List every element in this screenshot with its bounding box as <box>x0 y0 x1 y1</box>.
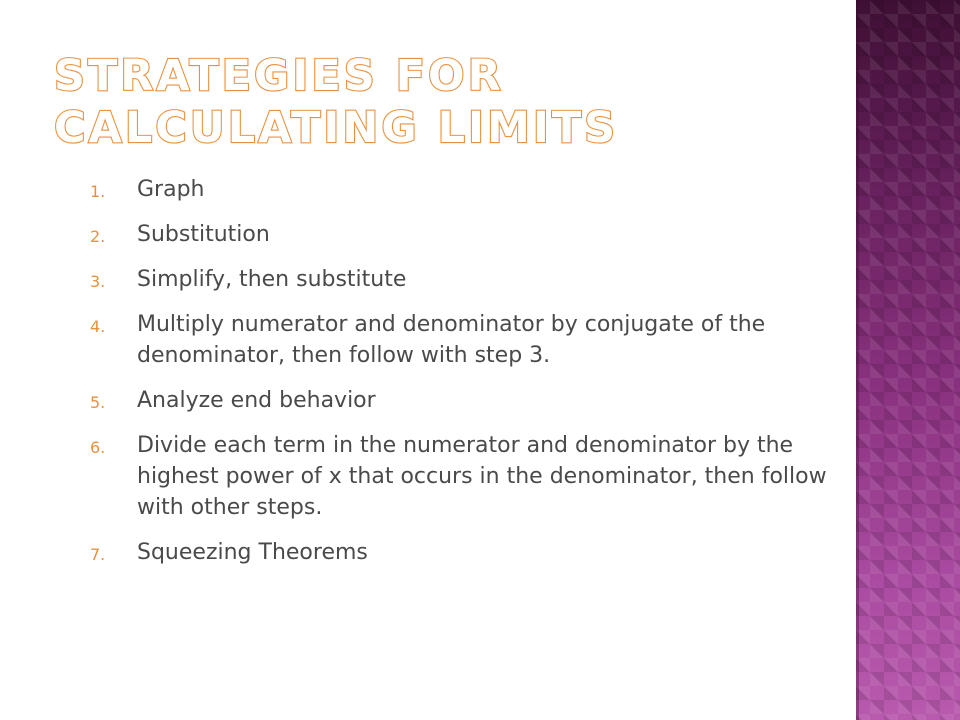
list-item-text: Multiply numerator and denominator by conjugate of the denominator, then follow with step 3. <box>137 312 766 368</box>
list-item-number: 2. <box>90 227 106 246</box>
decorative-side-band <box>856 0 960 720</box>
side-band-edge <box>856 0 859 720</box>
list-item-number: 6. <box>90 438 106 457</box>
list-item <box>90 537 830 568</box>
steps-list <box>90 174 830 582</box>
list-item <box>90 430 830 523</box>
slide-title: STRATEGIES FOR CALCULATING LIMITS <box>54 51 619 153</box>
list-item <box>90 385 830 416</box>
list-item <box>90 309 830 371</box>
list-item-text: Simplify, then substitute <box>137 267 407 292</box>
list-item-number: 4. <box>90 317 106 336</box>
list-item <box>90 174 830 205</box>
list-item <box>90 264 830 295</box>
list-item-number: 3. <box>90 272 106 291</box>
list-item-number: 7. <box>90 545 106 564</box>
list-item-number: 5. <box>90 393 106 412</box>
list-item <box>90 219 830 250</box>
list-item-text: Divide each term in the numerator and denominator by the highest power of x that occurs in the denominator, then follow with other steps. <box>137 433 827 520</box>
list-item-text: Graph <box>137 177 205 202</box>
list-item-text: Analyze end behavior <box>137 388 376 413</box>
list-item-number: 1. <box>90 182 106 201</box>
list-item-text: Squeezing Theorems <box>137 540 368 565</box>
list-item-text: Substitution <box>137 222 270 247</box>
